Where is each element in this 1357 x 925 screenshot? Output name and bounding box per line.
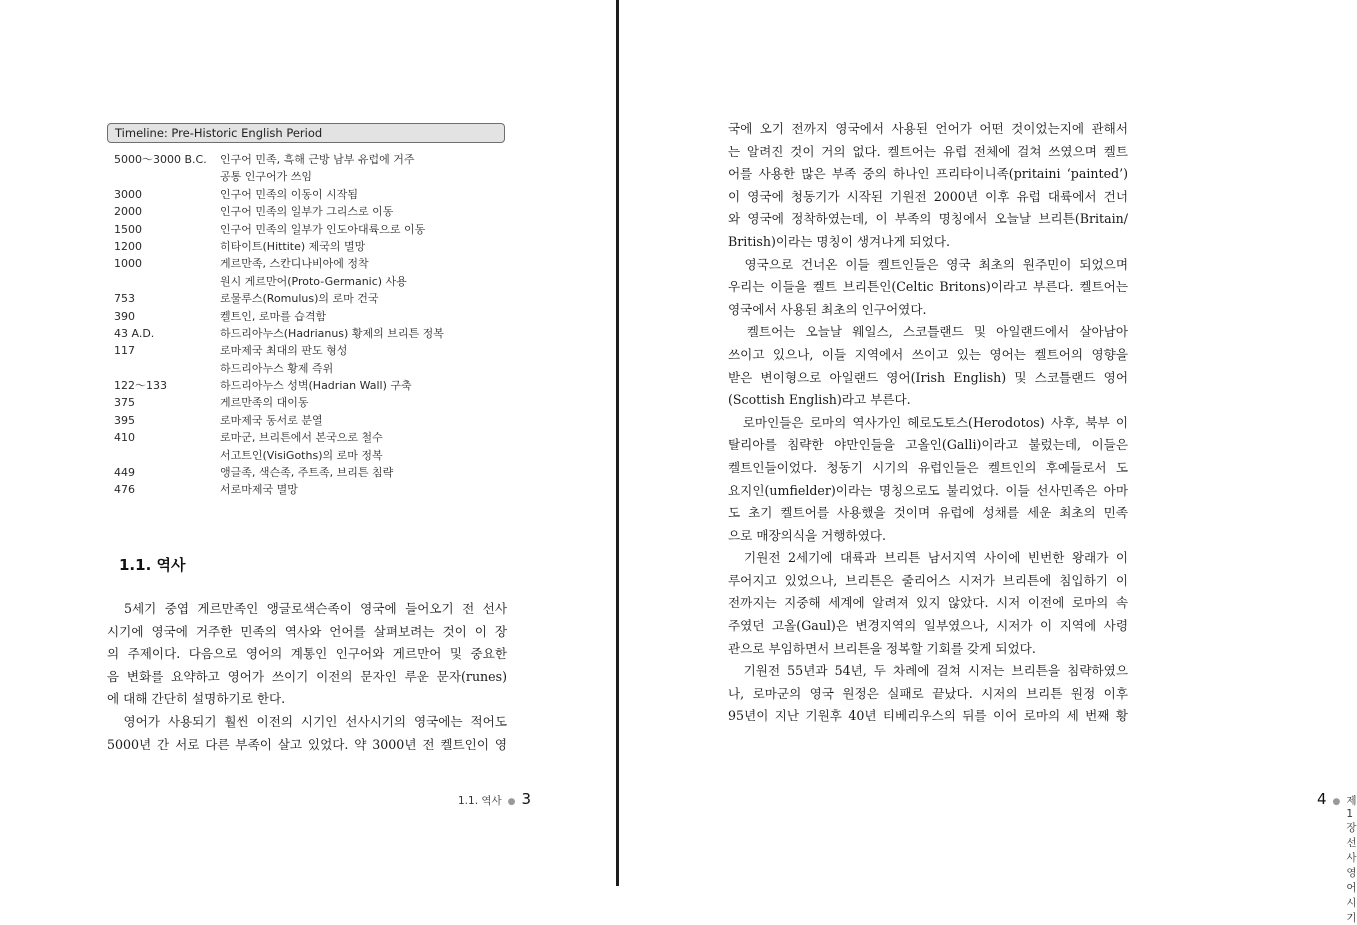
timeline-row bbox=[114, 412, 514, 429]
text-line: 켈트어는 오늘날 웨일스, 스코틀랜드 및 아일랜드에서 살아남아 bbox=[728, 324, 1128, 340]
timeline-year: 117 bbox=[114, 344, 135, 358]
text-line: 쓰이고 있으나, 이들 지역에서 쓰이고 있는 영어는 켈트어의 영향을 bbox=[728, 346, 1128, 362]
timeline-row bbox=[114, 221, 514, 238]
timeline-year: 3000 bbox=[114, 187, 142, 201]
timeline-year: 753 bbox=[114, 292, 135, 306]
timeline-row bbox=[114, 342, 514, 359]
text-line: 영국에서 사용된 최초의 인구어였다. bbox=[728, 301, 927, 317]
footer-dot-icon: ● bbox=[1332, 797, 1341, 807]
text-line: 와 영국에 정착하였는데, 이 부족의 명칭에서 오늘날 브리튼(Britain/ bbox=[728, 211, 1128, 227]
timeline-event: 하드리아누스(Hadrianus) 황제의 브리튼 정복 bbox=[220, 326, 444, 340]
timeline-event: 하드리아누스 성벽(Hadrian Wall) 구축 bbox=[220, 379, 412, 393]
timeline-row bbox=[114, 168, 514, 185]
timeline-year bbox=[114, 447, 220, 464]
timeline-event: 인구어 민족, 흑해 근방 남부 유럽에 거주 bbox=[220, 153, 415, 166]
timeline-event: 하드리아누스 황제 즉위 bbox=[220, 361, 334, 375]
text-line: 켈트인들이었다. 청동기 시기의 유럽인들은 켈트인의 후예들로서 도 bbox=[728, 459, 1128, 475]
text-line: 나, 로마군의 영국 원정은 실패로 끝났다. 시저의 브리튼 원정 이후 bbox=[728, 685, 1128, 701]
text-line: 기원전 55년과 54년, 두 차례에 걸쳐 시저는 브리튼을 침략하였으 bbox=[728, 663, 1128, 679]
text-line: 탈리아를 침략한 야만인들을 고올인(Galli)이라고 불렀는데, 이들은 bbox=[728, 437, 1128, 453]
timeline-event: 인구어 민족의 이동이 시작됨 bbox=[220, 187, 359, 201]
text-line: 영어가 사용되기 훨씬 이전의 시기인 선사시기의 영국에는 적어도 bbox=[107, 713, 507, 729]
timeline-row bbox=[114, 377, 514, 394]
timeline-year: 476 bbox=[114, 483, 135, 497]
timeline-row bbox=[114, 325, 514, 342]
timeline-year: 43 A.D. bbox=[114, 326, 155, 340]
timeline-event: 공통 인구어가 쓰임 bbox=[220, 170, 313, 184]
timeline-year: 375 bbox=[114, 396, 135, 410]
timeline-event: 히타이트(Hittite) 제국의 멸망 bbox=[220, 239, 366, 253]
text-line: 주였던 고올(Gaul)은 변경지역의 일부였으나, 시저가 이 지역에 사령 bbox=[728, 618, 1128, 634]
text-line: 로마인들은 로마의 역사가인 헤로도토스(Herodotos) 사후, 북부 이 bbox=[728, 414, 1128, 430]
text-line: (Scottish English)라고 부른다. bbox=[728, 392, 911, 408]
section-title: 1.1. 역사 bbox=[119, 556, 186, 574]
timeline-event: 로마군, 브리튼에서 본국으로 철수 bbox=[220, 431, 383, 445]
text-line: 요지인(umfielder)이라는 명칭으로도 불리었다. 이들 선사민족은 아마 bbox=[728, 482, 1128, 498]
timeline-year: 5000～3000 B.C. bbox=[114, 153, 207, 166]
timeline-event: 원시 게르만어(Proto-Germanic) 사용 bbox=[220, 274, 407, 288]
page-number-left: 3 bbox=[521, 790, 532, 808]
timeline-row bbox=[114, 290, 514, 307]
timeline-row bbox=[114, 186, 514, 203]
timeline-table bbox=[114, 151, 514, 499]
text-line: 우리는 이들을 켈트 브리튼인(Celtic Britons)이라고 부른다. 켈트어는 bbox=[728, 279, 1128, 295]
timeline-row bbox=[114, 394, 514, 411]
text-line: 음 변화를 요약하고 영어가 쓰이기 이전의 문자인 루운 문자(runes) bbox=[107, 668, 507, 684]
timeline-event: 앵글족, 색슨족, 주트족, 브리튼 침략 bbox=[220, 466, 394, 480]
timeline-title: Timeline: Pre-Historic English Period bbox=[107, 123, 505, 143]
text-line: 관으로 부임하면서 브리튼을 정복할 기회를 갖게 되었다. bbox=[728, 640, 1036, 656]
text-line: 받은 변이형으로 아일랜드 영어(Irish English) 및 스코틀랜드 영어 bbox=[728, 369, 1128, 385]
timeline-row bbox=[114, 255, 514, 272]
timeline-year: 390 bbox=[114, 309, 135, 323]
timeline-event: 서로마제국 멸망 bbox=[220, 483, 298, 497]
timeline-year: 1000 bbox=[114, 257, 142, 271]
timeline-year: 1200 bbox=[114, 239, 142, 253]
text-line: 기원전 2세기에 대륙과 브리튼 남서지역 사이에 빈번한 왕래가 이 bbox=[728, 550, 1128, 566]
text-line: 이 영국에 청동기가 시작된 기원전 2000년 이후 유럽 대륙에서 건너 bbox=[728, 188, 1128, 204]
left-body-text bbox=[107, 598, 507, 756]
text-line: 5세기 중엽 게르만족인 앵글로색슨족이 영국에 들어오기 전 선사 bbox=[107, 601, 507, 616]
footer-left bbox=[458, 790, 531, 808]
timeline-event: 로마제국 동서로 분열 bbox=[220, 413, 323, 427]
text-line: 95년이 지난 기원후 40년 티베리우스의 뒤를 이어 로마의 세 번째 황 bbox=[728, 708, 1128, 724]
timeline-event: 서고트인(VisiGoths)의 로마 정복 bbox=[220, 448, 383, 462]
timeline-row bbox=[114, 308, 514, 325]
text-line: 영국으로 건너온 이들 켈트인들은 영국 최초의 원주민이 되었으며 bbox=[728, 256, 1128, 272]
text-line: 어를 사용한 많은 부족 중의 하나인 프리타이니족(pritaini ‘painted’) bbox=[728, 166, 1128, 182]
text-line: British)이라는 명칭이 생겨나게 되었다. bbox=[728, 233, 951, 249]
timeline-row bbox=[114, 464, 514, 481]
left-page bbox=[0, 0, 616, 886]
timeline-year: 122～133 bbox=[114, 379, 167, 393]
timeline-year: 2000 bbox=[114, 205, 142, 219]
timeline-year bbox=[114, 360, 220, 377]
footer-right bbox=[1317, 790, 1357, 925]
text-line: 시기에 영국에 거주한 민족의 역사와 언어를 살펴보려는 것이 이 장 bbox=[107, 623, 507, 639]
timeline-event: 켈트인, 로마를 습격함 bbox=[220, 309, 327, 323]
timeline-row bbox=[114, 273, 514, 290]
footer-dot-icon: ● bbox=[507, 797, 516, 807]
text-line: 전까지는 지중해 세계에 알려져 있지 않았다. 시저 이전에 로마의 속 bbox=[728, 595, 1128, 611]
timeline-year: 449 bbox=[114, 466, 135, 480]
text-line: 국에 오기 전까지 영국에서 사용된 언어가 어떤 것이었는지에 관해서 bbox=[728, 121, 1128, 136]
footer-chapter-label: 제1장 선사영어 시기 bbox=[1346, 795, 1357, 924]
text-line: 5000년 간 서로 다른 부족이 살고 있었다. 약 3000년 전 켈트인이 영 bbox=[107, 736, 507, 752]
timeline-row bbox=[114, 203, 514, 220]
timeline-row bbox=[114, 429, 514, 446]
footer-section-label: 1.1. 역사 bbox=[458, 795, 502, 807]
timeline-row bbox=[114, 151, 514, 168]
timeline-event: 인구어 민족의 일부가 그리스로 이동 bbox=[220, 205, 394, 219]
timeline-event: 로물루스(Romulus)의 로마 건국 bbox=[220, 292, 379, 306]
page-number-right: 4 bbox=[1317, 790, 1327, 808]
text-line: 으로 매장의식을 거행하였다. bbox=[728, 527, 886, 543]
right-body-text bbox=[728, 118, 1128, 728]
text-line: 도 초기 켈트어를 사용했을 것이며 유럽에 성채를 세운 최초의 민족 bbox=[728, 505, 1128, 521]
timeline-event: 게르만족, 스칸디나비아에 정착 bbox=[220, 257, 369, 271]
text-line: 의 주제이다. 다음으로 영어의 계통인 인구어와 게르만어 및 중요한 bbox=[107, 646, 507, 662]
timeline-year: 1500 bbox=[114, 222, 142, 236]
timeline-event: 로마제국 최대의 판도 형성 bbox=[220, 344, 348, 358]
timeline-event: 게르만족의 대이동 bbox=[220, 396, 309, 410]
text-line: 는 알려진 것이 거의 없다. 켈트어는 유럽 전체에 걸쳐 쓰였으며 켈트 bbox=[728, 143, 1128, 159]
timeline-row bbox=[114, 481, 514, 498]
text-line: 에 대해 간단히 설명하기로 한다. bbox=[107, 691, 286, 707]
text-line: 루어지고 있었으나, 브리튼은 줄리어스 시저가 브리튼에 침입하기 이 bbox=[728, 572, 1128, 588]
timeline-year: 410 bbox=[114, 431, 135, 445]
timeline-row bbox=[114, 447, 514, 464]
timeline-year: 395 bbox=[114, 413, 135, 427]
timeline-year bbox=[114, 273, 220, 290]
timeline-year bbox=[114, 168, 220, 185]
timeline-row bbox=[114, 238, 514, 255]
timeline-row bbox=[114, 360, 514, 377]
timeline-event: 인구어 민족의 일부가 인도아대륙으로 이동 bbox=[220, 222, 426, 236]
